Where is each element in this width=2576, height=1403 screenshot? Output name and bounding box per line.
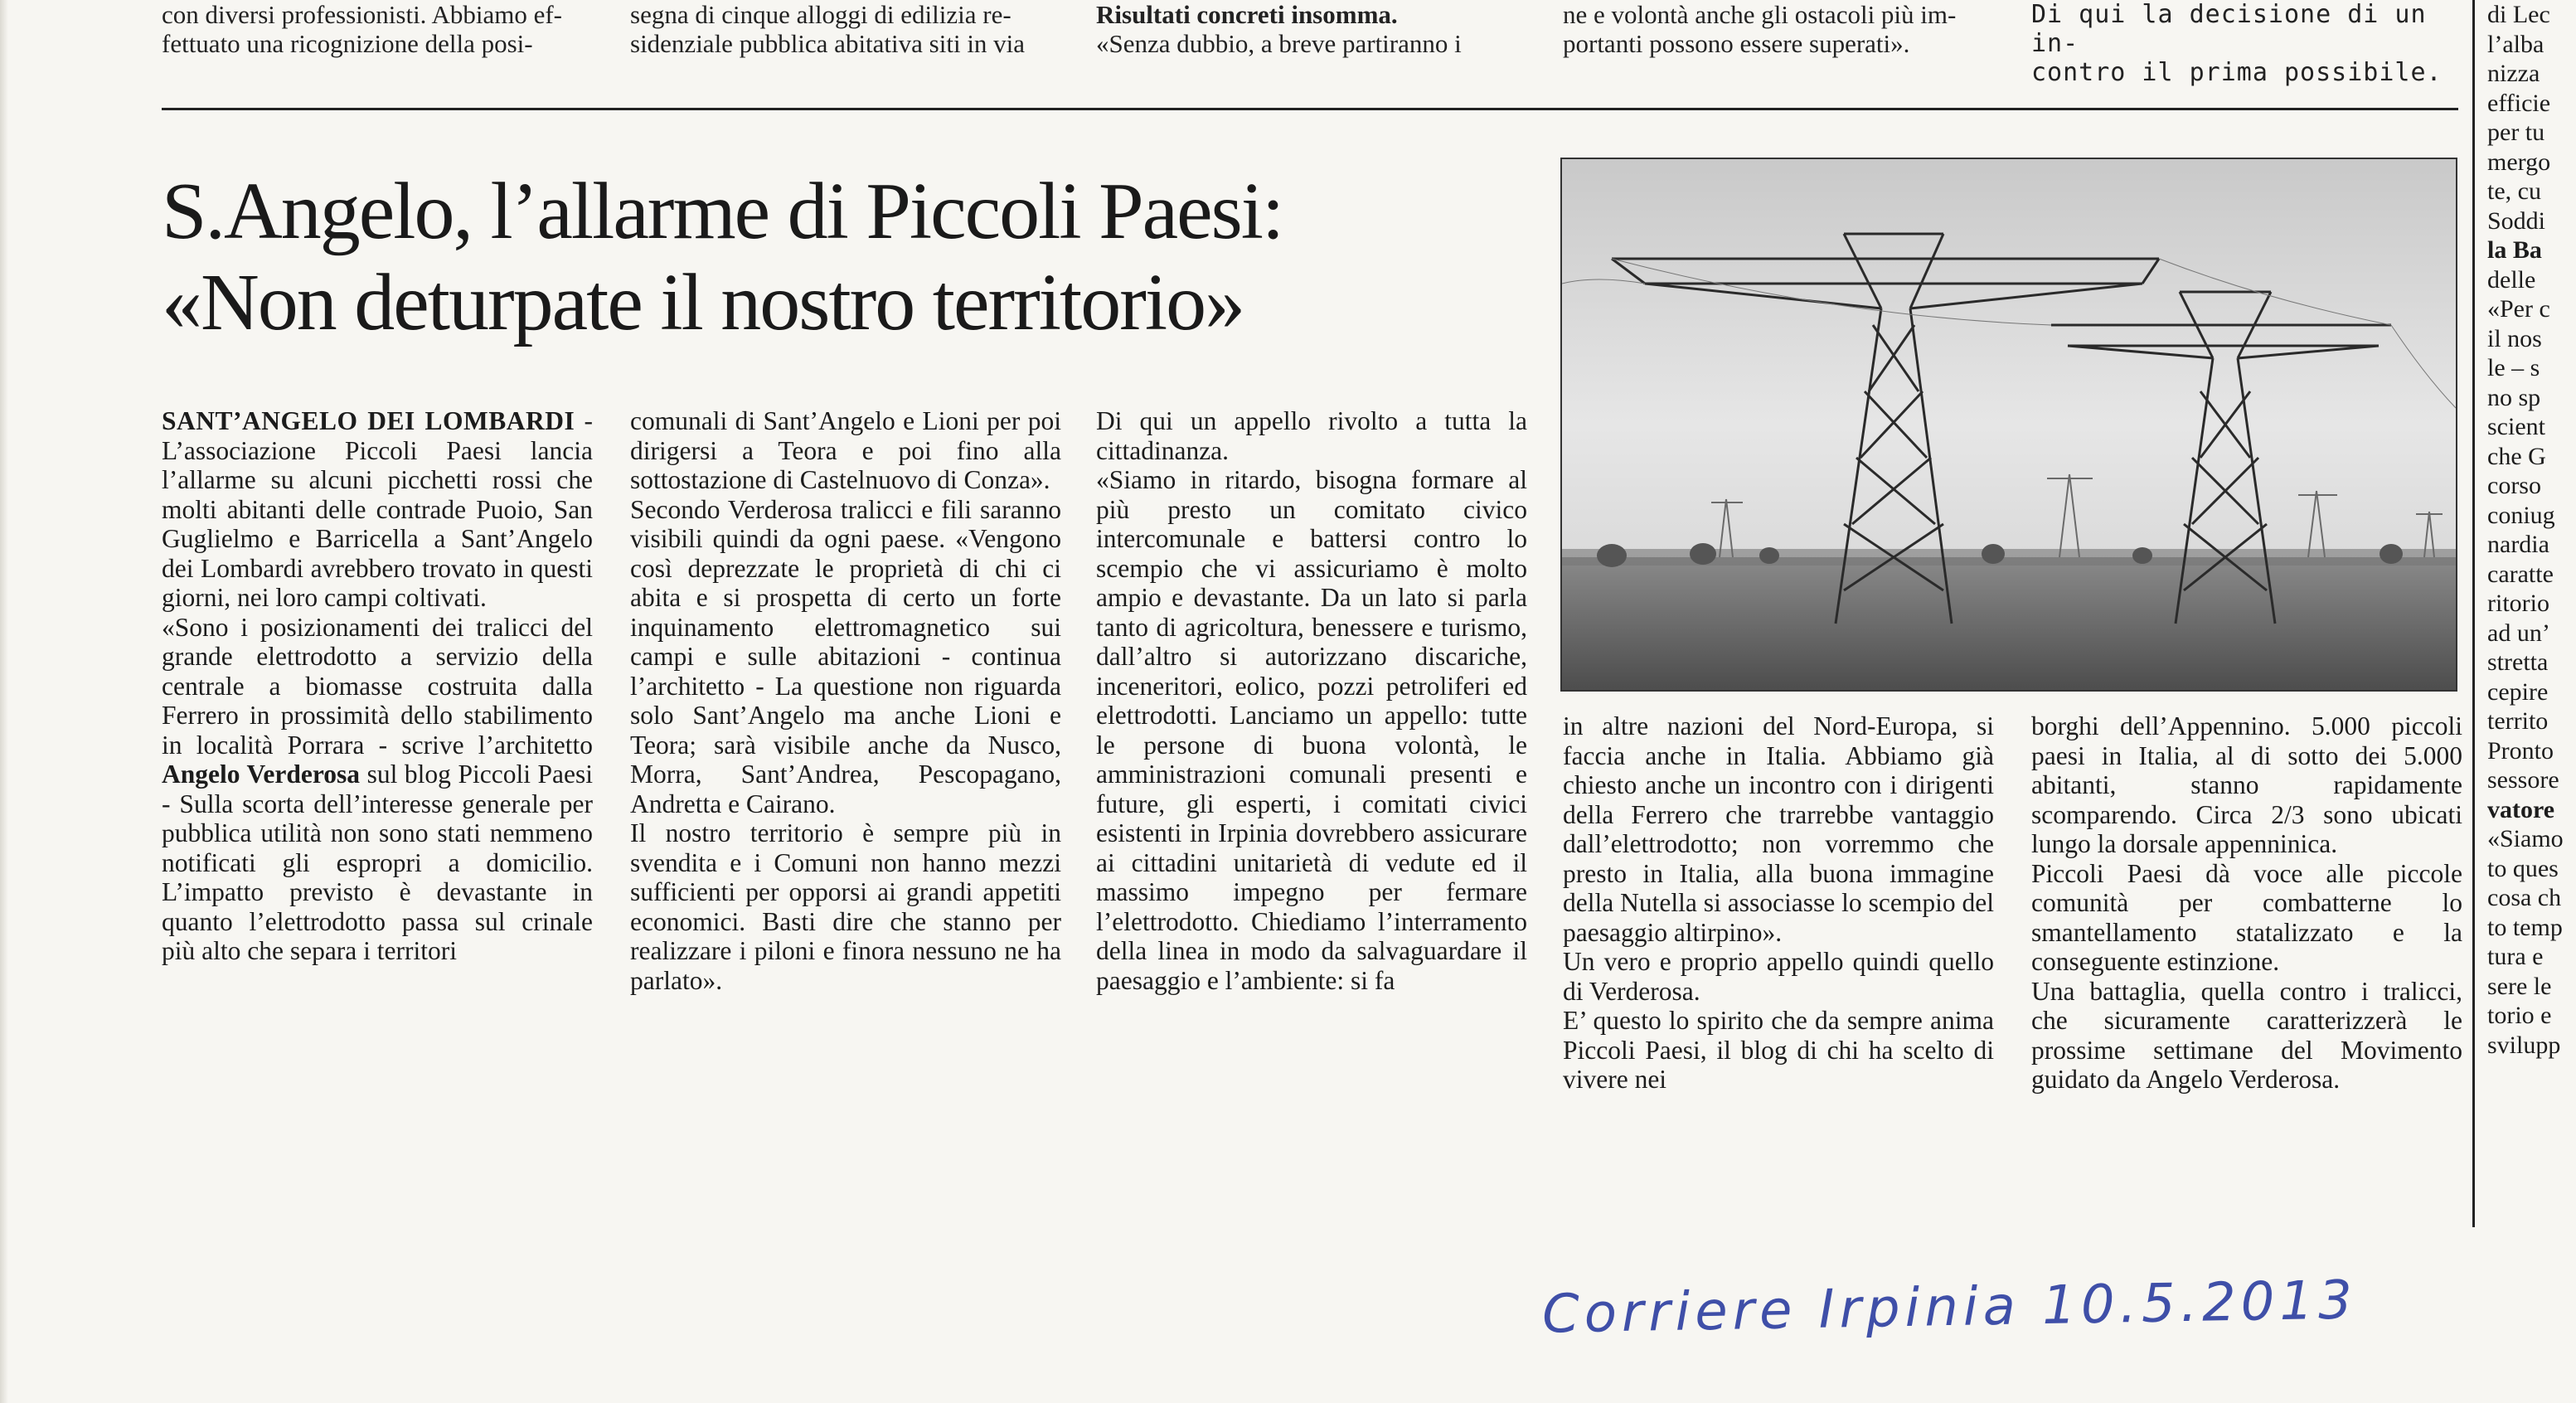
cropped-text-line: l’alba — [2487, 30, 2544, 58]
paragraph — [162, 406, 593, 613]
scan-edge — [0, 0, 8, 1403]
paragraph: Una battaglia, quella contro i tralicci, che sicuramente caratterizzerà le prossime settimane del Movimento guidato da Angelo Verderosa. — [2031, 976, 2462, 1094]
text-line: con diversi professionisti. Abbiamo ef- — [162, 0, 562, 29]
cropped-text-line: sere le — [2487, 972, 2552, 1000]
text-line: contro il prima possibile. — [2031, 58, 2443, 87]
author-name: Angelo Verderosa — [162, 760, 360, 789]
cropped-text-line: Pronto — [2487, 736, 2554, 765]
cropped-text-line: ad un’ — [2487, 619, 2550, 647]
paragraph: E’ questo lo spirito che da sempre anima Piccoli Paesi, il blog di chi ha scelto di vivere nei — [1563, 1006, 1994, 1094]
pylon-illustration — [1562, 159, 2456, 690]
article-column-3 — [1096, 406, 1527, 995]
cropped-text-line: svilupp — [2487, 1031, 2561, 1059]
cropped-text-line: nardia — [2487, 531, 2549, 558]
prev-article-col3 — [1096, 0, 1544, 58]
headline-line-1: S.Angelo, l’allarme di Piccoli Paesi: — [162, 167, 1283, 256]
article-column-5 — [2031, 711, 2462, 1095]
paragraph-text: «Sono i posizionamenti dei tralicci del grande elettrodotto a servizio della centrale a biomasse costruita dalla Ferrero in prossimità dello stabilimento in località Porrara - scrive l’architetto — [162, 612, 593, 760]
cropped-text-line: coniug — [2487, 501, 2555, 529]
article-column-2 — [630, 406, 1061, 995]
paragraph: Di qui un appello rivolto a tutta la cittadinanza. — [1096, 406, 1527, 465]
cropped-text-line: delle — [2487, 265, 2536, 294]
text-line: Risultati concreti insomma. — [1096, 0, 1398, 29]
cropped-text-line: «Per c — [2487, 295, 2550, 323]
text-line: Di qui la decisione di un in- — [2031, 0, 2427, 58]
prev-article-col2 — [630, 0, 1061, 58]
text-line: fettuato una ricognizione della posi- — [162, 29, 533, 58]
cropped-text-line: cosa ch — [2487, 884, 2562, 911]
prev-article-col5 — [2031, 0, 2462, 87]
text-line: portanti possono essere superati». — [1563, 29, 1910, 58]
cropped-text-line: vatore — [2487, 795, 2555, 823]
cropped-text-line: tura e — [2487, 943, 2544, 970]
cropped-text-line: to temp — [2487, 913, 2563, 941]
photo-power-pylons — [1560, 158, 2457, 692]
paragraph: «Siamo in ritardo, bisogna formare al più presto un comitato civico intercomunale e battersi contro lo scempio che vi assicuriamo è molto ampio e devastante. Da un lato si parla tanto di agricoltura, benessere e turismo, dall’altro si autorizzano discariche, inceneritori, eolico, pozzi petroliferi ed elettrodotti. Lanciamo un appello: tutte le persone di buona volontà, le amministrazioni comunali presenti e future, gli esperti, i comitati civici esistenti in Irpinia dovrebbero assicurare ai cittadini unitarietà di vedute ed il massimo impegno per fermare l’elettrodotto. Chiediamo l’interramento della linea in modo da salvaguardare il paesaggio e l’ambiente: si fa — [1096, 465, 1527, 995]
text-line: sidenziale pubblica abitativa siti in via — [630, 29, 1026, 58]
cropped-text-line: ritorio — [2487, 590, 2549, 617]
cropped-adjacent-article — [2487, 0, 2576, 1403]
cropped-text-line: stretta — [2487, 648, 2549, 676]
article-column-1 — [162, 406, 593, 966]
cropped-text-line: di Lec — [2487, 1, 2550, 28]
paragraph: in altre nazioni del Nord-Europa, si faccia anche in Italia. Abbiamo già chiesto anche un incontro con i dirigenti della Ferrero che trarrebbe vantaggio dall’elettrodotto; non vorremmo che presto in Italia, alla buona immagine della Nutella si associasse lo scempio del paesaggio altirpino». — [1563, 711, 1994, 947]
text-line: segna di cinque alloggi di edilizia re- — [630, 0, 1011, 29]
cropped-text-line: per tu — [2487, 119, 2545, 146]
cropped-text-line: Soddi — [2487, 206, 2546, 235]
cropped-text-line: torio e — [2487, 1002, 2552, 1029]
article-headline — [162, 166, 1521, 348]
column-rule-right — [2472, 0, 2475, 1227]
cropped-text-line: caratte — [2487, 560, 2554, 588]
prev-article-col4 — [1563, 0, 1994, 58]
cropped-text-line: cepire — [2487, 677, 2549, 706]
headline-line-2: «Non deturpate il nostro territorio» — [162, 258, 1244, 347]
cropped-text-line: il nos — [2487, 324, 2542, 352]
cropped-text-line: mergo — [2487, 148, 2551, 176]
article-column-4 — [1563, 711, 1994, 1095]
cropped-text-line: no sp — [2487, 383, 2541, 411]
cropped-text-line: «Siamo — [2487, 825, 2564, 852]
paragraph: Secondo Verderosa tralicci e fili saranno visibili quindi da ogni paese. «Vengono così deprezzate le proprietà di chi ci abita e si prospetta di certo un forte inquinamento elettromagnetico sui campi e sulle abitazioni - continua l’architetto - La questione non riguarda solo Sant’Angelo ma anche Lioni e Teora; sarà visibile anche da Nusco, Morra, Sant’Andrea, Pescopagano, Andretta e Cairano. — [630, 494, 1061, 818]
paragraph-text: - L’associazione Piccoli Paesi lancia l’allarme su alcuni picchetti rossi che molti abitanti delle contrade Puoio, San Guglielmo e Barricella a Sant’Angelo dei Lombardi avrebbero trovato in questi giorni, nei loro campi coltivati. — [162, 406, 594, 612]
text-line: «Senza dubbio, a breve partiranno i — [1096, 29, 1462, 58]
cropped-text-line: territo — [2487, 707, 2549, 735]
paragraph: Il nostro territorio è sempre più in svendita e i Comuni non hanno mezzi sufficienti per opporsi ai grandi appetiti economici. Basti dire che stanno per realizzare i piloni e finora nessuno ne ha parlato». — [630, 818, 1061, 995]
dateline: SANT’ANGELO DEI LOMBARDI — [162, 406, 575, 435]
prev-article-col1 — [162, 0, 593, 58]
cropped-text-line: la Ba — [2487, 236, 2542, 264]
handwritten-source-note: Corriere Irpinia 10.5.2013 — [1541, 1269, 2358, 1346]
paragraph — [162, 613, 593, 966]
paragraph: comunali di Sant’Angelo e Lioni per poi dirigersi a Teora e poi fino alla sottostazione di Castelnuovo di Conza». — [630, 406, 1061, 494]
cropped-text-line: che G — [2487, 442, 2546, 470]
paragraph: Un vero e proprio appello quindi quello di Verderosa. — [1563, 947, 1994, 1006]
cropped-text-line: to ques — [2487, 854, 2559, 882]
cropped-text-line: te, cu — [2487, 177, 2541, 205]
section-divider — [162, 108, 2458, 110]
cropped-text-line: sessore — [2487, 766, 2559, 794]
paragraph: Piccoli Paesi dà voce alle piccole comunità per combatterne lo smantellamento statalizzato e la conseguente estinzione. — [2031, 858, 2462, 976]
cropped-text-line: scient — [2487, 413, 2545, 440]
text-line: ne e volontà anche gli ostacoli più im- — [1563, 0, 1957, 29]
cropped-text-line: nizza — [2487, 60, 2540, 87]
paragraph-text: sul blog Piccoli Paesi - Sulla scorta dell’interesse generale per pubblica utilità non sono stati nemmeno notificati gli espropri a domicilio. L’impatto previsto è devastante in quanto l’elettrodotto passa sul crinale più alto che separa i territori — [162, 760, 594, 965]
cropped-text-line: corso — [2487, 472, 2541, 499]
paragraph: borghi dell’Appennino. 5.000 piccoli paesi in Italia, al di sotto dei 5.000 abitanti, stanno rapidamente scomparendo. Circa 2/3 sono ubicati lungo la dorsale appenninica. — [2031, 711, 2462, 858]
cropped-text-line: le – s — [2487, 354, 2540, 381]
cropped-text-line: efficie — [2487, 89, 2551, 117]
